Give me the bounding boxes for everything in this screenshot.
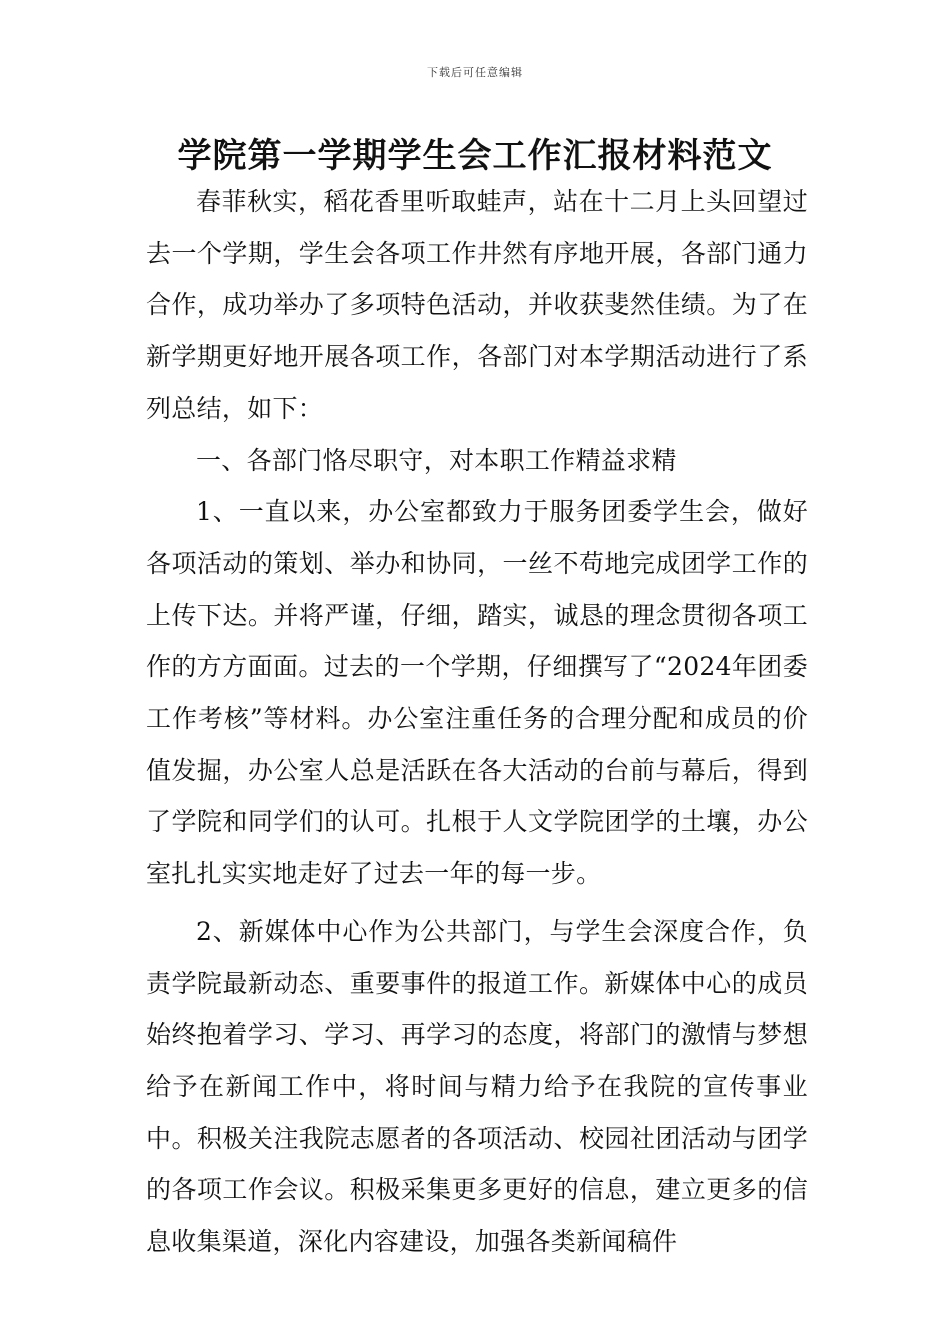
section-heading: 一、各部门恪尽职守，对本职工作精益求精 [196, 445, 677, 475]
paragraph-office: 1、一直以来，办公室都致力于服务团委学生会，做好各项活动的策划、举办和协同，一丝不苟地完成团学工作的上传下达。并将严谨，仔细，踏实，诚恳的理念贯彻各项工作的方方面面。过去的一个学期，仔细撰写了“2024年团委工作考核”等材料。办公室注重任务的合理分配和成员的价值发掘，办公室人总是活跃在各大活动的台前与幕后，得到了学院和同学们的认可。扎根于人文学院团学的土壤，办公室扎扎实实地走好了过去一年的每一步。 [146, 497, 808, 889]
paragraph-new-media: 2、新媒体中心作为公共部门，与学生会深度合作，负责学院最新动态、重要事件的报道工作。新媒体中心的成员始终抱着学习、学习、再学习的态度，将部门的激情与梦想给予在新闻工作中，将时间与精力给予在我院的宣传事业中。积极关注我院志愿者的各项活动、校园社团活动与团学的各项工作会议。积极采集更多更好的信息，建立更多的信息收集渠道，深化内容建设，加强各类新闻稿件 [146, 916, 808, 1257]
document-body [146, 176, 808, 1268]
header-note: 下载后可任意编辑 [427, 66, 523, 79]
paragraph-intro: 春菲秋实，稻花香里听取蛙声，站在十二月上头回望过去一个学期，学生会各项工作井然有序地开展，各部门通力合作，成功举办了多项特色活动，并收获斐然佳绩。为了在新学期更好地开展各项工作，各部门对本学期活动进行了系列总结，如下： [146, 187, 808, 423]
document-title: 学院第一学期学生会工作汇报材料范文 [177, 136, 773, 176]
